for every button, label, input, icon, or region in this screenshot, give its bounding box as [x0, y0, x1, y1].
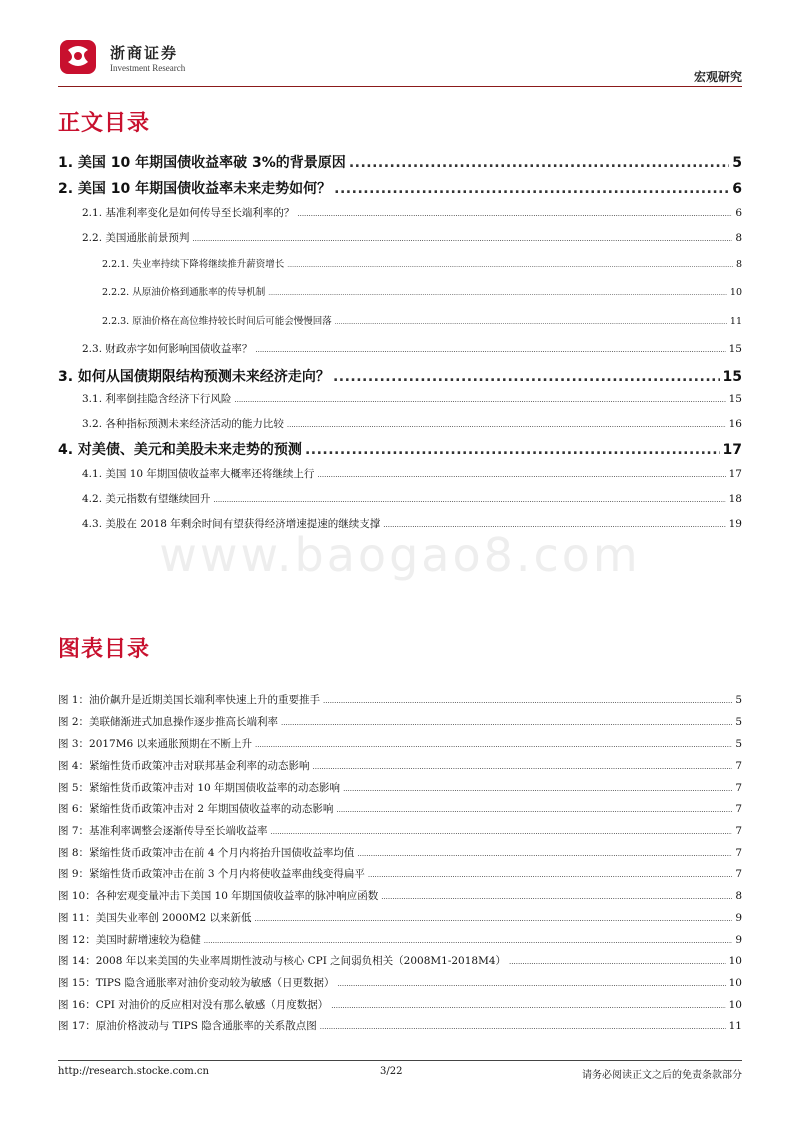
zheshang-logo-icon	[58, 36, 100, 78]
toc-entry[interactable]: 4.1. 美国 10 年期国债收益率大概率还将继续上行 ..... 17	[82, 466, 742, 481]
toc-entry[interactable]: 2.1. 基准利率变化是如何传导至长端利率的？ ..... 6	[82, 205, 742, 220]
toc-entry[interactable]: 3.2. 各种指标预测未来经济活动的能力比较 ..... 16	[82, 416, 742, 431]
toc-entry[interactable]: 2. 美国 10 年期国债收益率未来走势如何？ ..... 6	[58, 178, 742, 198]
toc-entry[interactable]: 4.3. 美股在 2018 年剩余时间有望获得经济增速提速的继续支撑 ..... 19	[82, 516, 742, 531]
figure-entry[interactable]: 图 11：美国失业率创 2000M2 以来新低 ..... 9	[58, 910, 742, 925]
footer-disclaimer: 请务必阅读正文之后的免责条款部分	[582, 1070, 742, 1081]
toc-entry[interactable]: 3.1. 利率倒挂隐含经济下行风险 ..... 15	[82, 391, 742, 406]
figure-entry[interactable]: 图 8：紧缩性货币政策冲击在前 4 个月内将抬升国债收益率均值 ..... 7	[58, 845, 742, 860]
report-category: 宏观研究	[693, 70, 742, 84]
figure-entry[interactable]: 图 12：美国时薪增速较为稳健 ..... 9	[58, 932, 742, 947]
brand-subtitle: Investment Research	[110, 63, 186, 73]
figure-entry[interactable]: 图 5：紧缩性货币政策冲击对 10 年期国债收益率的动态影响 ..... 7	[58, 780, 742, 795]
figure-entry[interactable]: 图 9：紧缩性货币政策冲击在前 3 个月内将使收益率曲线变得扁平 ..... 7	[58, 866, 742, 881]
figure-entry[interactable]: 图 16：CPI 对油价的反应相对没有那么敏感（月度数据） ..... 10	[58, 997, 742, 1012]
toc-entry[interactable]: 4.2. 美元指数有望继续回升 ..... 18	[82, 491, 742, 506]
toc-entry[interactable]: 2.3. 财政赤字如何影响国债收益率？ ..... 15	[82, 341, 742, 356]
footer-divider	[58, 1060, 742, 1061]
toc-entry[interactable]: 2.2.1. 失业率持续下降将继续推升薪资增长 ..... 8	[102, 256, 742, 270]
page-header	[58, 28, 742, 88]
figure-entry[interactable]: 图 10：各种宏观变量冲击下美国 10 年期国债收益率的脉冲响应函数 ..... 8	[58, 888, 742, 903]
toc-entry[interactable]: 3. 如何从国债期限结构预测未来经济走向？ ..... 15	[58, 366, 742, 386]
toc-title: 正文目录	[58, 111, 151, 136]
figure-entry[interactable]: 图 7：基准利率调整会逐渐传导至长端收益率 ..... 7	[58, 823, 742, 838]
toc-entry[interactable]: 2.2.2. 从原油价格到通胀率的传导机制 ..... 10	[102, 284, 742, 298]
figure-entry[interactable]: 图 6：紧缩性货币政策冲击对 2 年期国债收益率的动态影响 ..... 7	[58, 801, 742, 816]
toc-entry[interactable]: 2.2.3. 原油价格在高位维持较长时间后可能会慢慢回落 ..... 11	[102, 313, 742, 327]
header-divider	[58, 86, 742, 87]
figure-entry[interactable]: 图 4：紧缩性货币政策冲击对联邦基金利率的动态影响 ..... 7	[58, 758, 742, 773]
figure-entry[interactable]: 图 3：2017M6 以来通胀预期在不断上升 ..... 5	[58, 736, 742, 751]
figure-entry[interactable]: 图 1：油价飙升是近期美国长端利率快速上升的重要推手 ..... 5	[58, 692, 742, 707]
figure-entry[interactable]: 图 15：TIPS 隐含通胀率对油价变动较为敏感（日更数据） ..... 10	[58, 975, 742, 990]
footer-url[interactable]: http://research.stocke.com.cn	[58, 1066, 209, 1077]
brand-name: 浙商证券	[110, 44, 179, 62]
toc-entry[interactable]: 4. 对美债、美元和美股未来走势的预测 ..... 17	[58, 439, 742, 459]
figure-entry[interactable]: 图 17：原油价格波动与 TIPS 隐含通胀率的关系散点图 ..... 11	[58, 1018, 742, 1033]
toc-entry[interactable]: 2.2. 美国通胀前景预判 ..... 8	[82, 230, 742, 245]
page-number: 3/22	[380, 1066, 403, 1077]
figures-title: 图表目录	[58, 637, 151, 662]
figure-entry[interactable]: 图 2：美联储渐进式加息操作逐步推高长端利率 ..... 5	[58, 714, 742, 729]
toc-entry[interactable]: 1. 美国 10 年期国债收益率破 3%的背景原因 ..... 5	[58, 152, 742, 172]
watermark: www.baogao8.com	[159, 528, 641, 582]
figure-entry[interactable]: 图 14：2008 年以来美国的失业率周期性波动与核心 CPI 之间弱负相关（2008M1-2018M4） ..... 10	[58, 953, 742, 968]
